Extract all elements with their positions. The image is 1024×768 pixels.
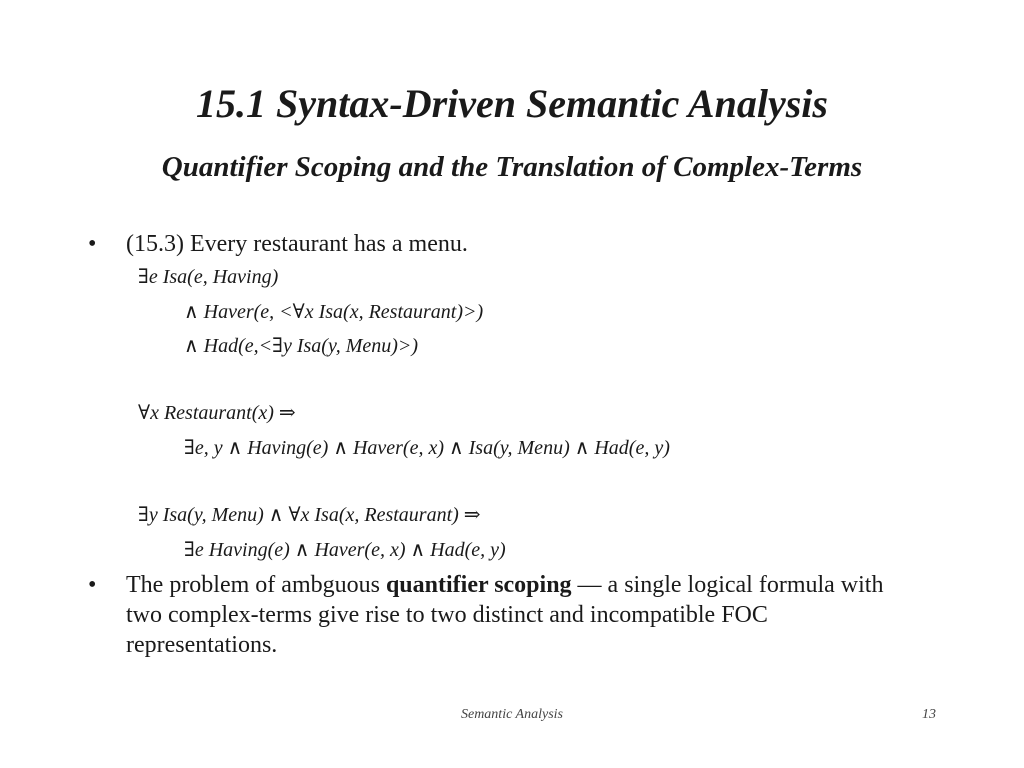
formula-line-1: ∃e Isa(e, Having)	[138, 266, 279, 288]
page-number: 13	[922, 707, 936, 722]
term-quantifier-scoping: quantifier scoping	[385, 572, 572, 598]
slide-title: 15.1 Syntax-Driven Semantic Analysis	[196, 81, 828, 126]
bullet-marker: •	[88, 572, 97, 598]
slide-subtitle: Quantifier Scoping and the Translation of Complex-Terms	[161, 151, 863, 183]
bullet-scoping-text-end: — a single logical formula with two complex-terms give rise to two distinct and incompatible FOC representations.	[126, 572, 884, 658]
formula-line-6: ∃y Isa(y, Menu) ∧ ∀x Isa(x, Restaurant) ⇒	[138, 504, 481, 526]
formula-line-3: ∧ Had(e,<∃y Isa(y, Menu)>)	[184, 335, 419, 357]
footer-title: Semantic Analysis	[460, 707, 563, 722]
formula-line-7: ∃e Having(e) ∧ Haver(e, x) ∧ Had(e, y)	[184, 539, 506, 561]
formula-line-2: ∧ Haver(e, <∀x Isa(x, Restaurant)>)	[184, 301, 484, 323]
bullet-example-sentence: (15.3) Every restaurant has a menu.	[126, 231, 468, 257]
bullet-scoping-text-start: The problem of ambguous	[126, 572, 386, 598]
formula-line-5: ∃e, y ∧ Having(e) ∧ Haver(e, x) ∧ Isa(y, Menu) ∧ Had(e, y)	[184, 437, 670, 459]
bullet-marker: •	[88, 231, 97, 257]
formula-line-4: ∀x Restaurant(x) ⇒	[138, 402, 296, 424]
bullet-scoping-problem	[126, 570, 886, 660]
